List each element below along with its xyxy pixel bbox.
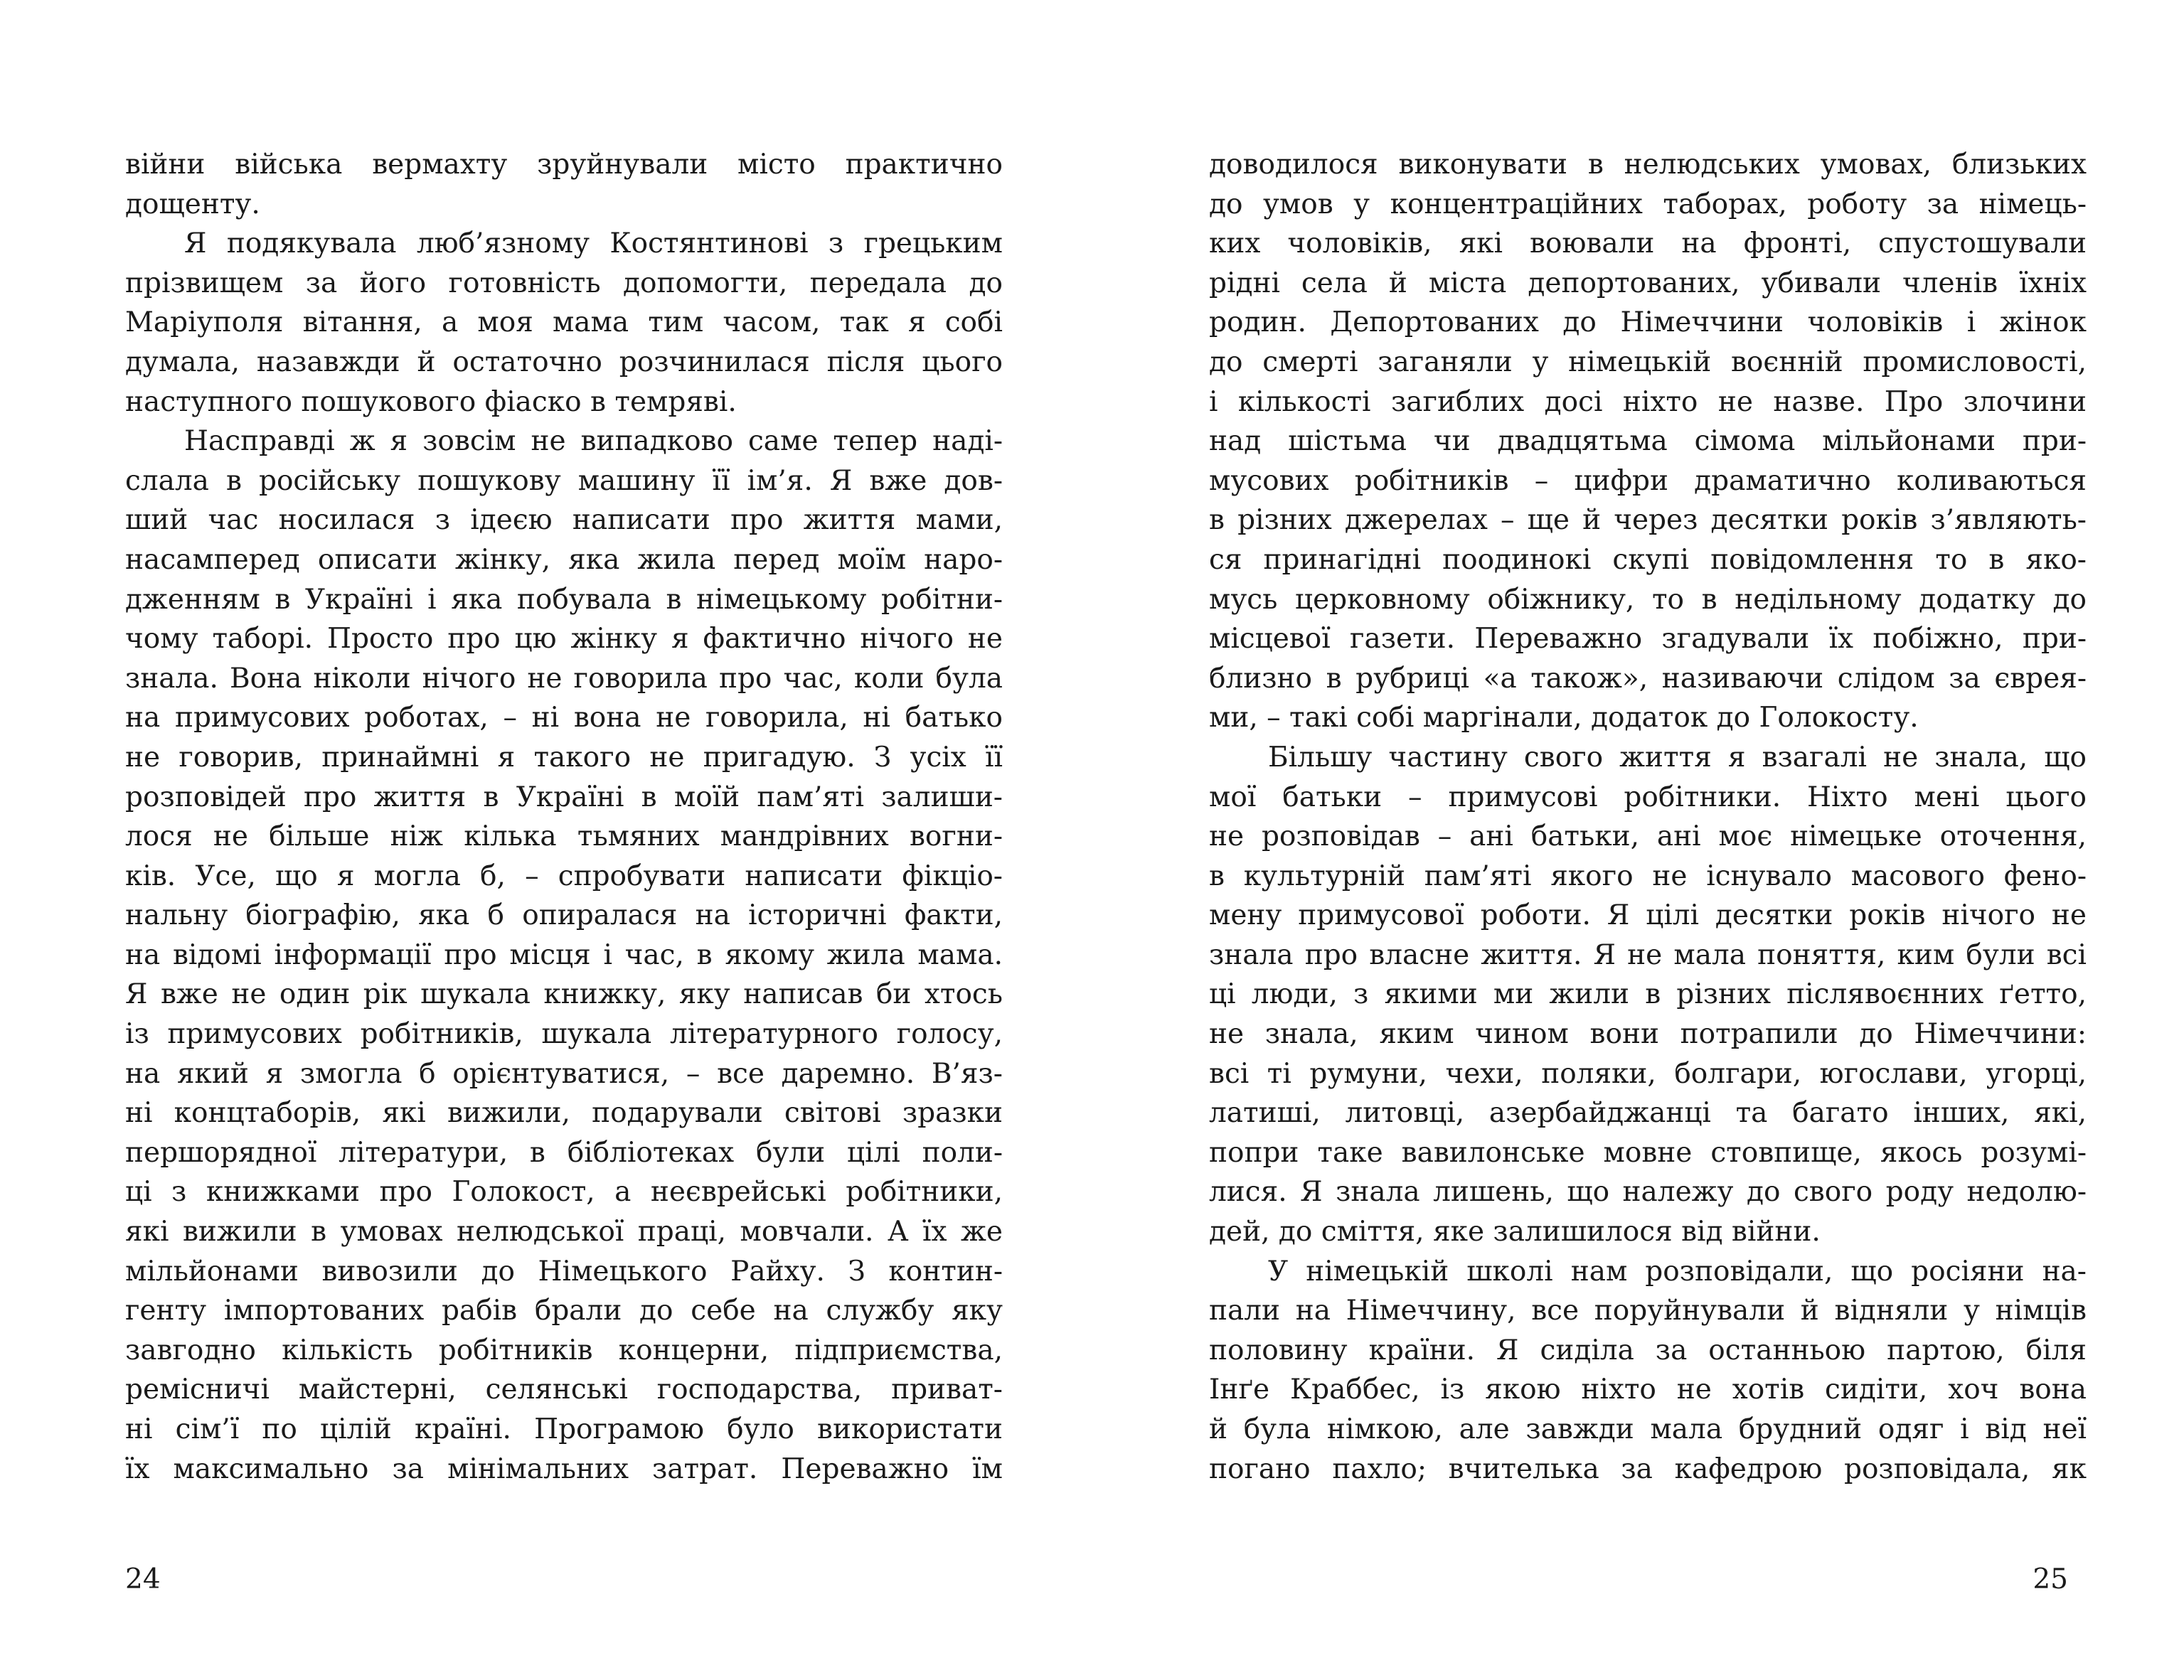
text-line: першорядної літератури, в бібліотеках були цілі поли- xyxy=(125,1136,1003,1169)
text-line: близно в рубриці «а також», називаючи слідом за єврея- xyxy=(1209,662,2087,695)
text-line: нальну біографію, яка б опиралася на історичні факти, xyxy=(125,899,1003,932)
text-line: У німецькій школі нам розповідали, що росіяни на- xyxy=(1268,1255,2087,1288)
text-line: рідні села й міста депортованих, убивали членів їхніх xyxy=(1209,267,2087,299)
text-line: лися. Я знала лишень, що належу до свого роду недолю- xyxy=(1209,1176,2087,1209)
text-line: мену примусової роботи. Я цілі десятки років нічого не xyxy=(1209,899,2087,932)
text-line: ремісничі майстерні, селянські господарства, приват- xyxy=(125,1374,1003,1406)
text-line: й була німкою, але завжди мала брудний одяг і від неї xyxy=(1209,1413,2087,1445)
text-line: до смерті заганяли у німецькій воєнній промисловості, xyxy=(1209,346,2087,378)
text-line: чому таборі. Просто про цю жінку я фактично нічого не xyxy=(125,623,1003,656)
text-line: ких чоловіків, які воювали на фронті, спустошували xyxy=(1209,228,2087,260)
text-line: думала, назавжди й остаточно розчинилася після цього xyxy=(125,346,1003,378)
text-line: попри таке вавилонське мовне стовпище, якось розумі- xyxy=(1209,1136,2087,1169)
text-line: на який я змогла б орієнтуватися, – все даремно. В’яз- xyxy=(125,1057,1003,1090)
text-line: не розповідав – ані батьки, ані моє німецьке оточення, xyxy=(1209,820,2087,853)
text-line: прізвищем за його готовність допомогти, передала до xyxy=(125,267,1003,299)
text-line: не говорив, принаймні я такого не пригадую. З усіх її xyxy=(125,741,1003,774)
text-line: погано пахло; вчителька за кафедрою розповідала, як xyxy=(1209,1452,2087,1485)
text-line: генту імпортованих рабів брали до себе на службу яку xyxy=(125,1295,1003,1327)
left-page-text xyxy=(125,145,1003,1489)
text-line: знала. Вона ніколи нічого не говорила про час, коли була xyxy=(125,662,1003,695)
text-line: завгодно кількість робітників концерни, підприємства, xyxy=(125,1334,1003,1366)
text-line: наступного пошукового фіаско в темряві. xyxy=(125,385,737,418)
right-page-text xyxy=(1209,145,2087,1489)
text-line: половину країни. Я сиділа за останньою партою, біля xyxy=(1209,1334,2087,1366)
text-line: слала в російську пошукову машину її ім’я. Я вже дов- xyxy=(125,464,1003,497)
text-line: всі ті румуни, чехи, поляки, болгари, югослави, угорці, xyxy=(1209,1057,2087,1090)
text-line: в культурній пам’яті якого не існувало масового фено- xyxy=(1209,860,2087,892)
text-line: ці з книжками про Голокост, а неєврейські робітники, xyxy=(125,1176,1003,1209)
text-line: лося не більше ніж кілька тьмяних мандрівних вогни- xyxy=(125,820,1003,853)
text-line: Більшу частину свого життя я взагалі не знала, що xyxy=(1268,741,2087,774)
text-line: ми, – такі собі маргінали, додаток до Голокосту. xyxy=(1209,702,1919,734)
text-line: не знала, яким чином вони потрапили до Німеччини: xyxy=(1209,1018,2087,1051)
text-line: ків. Усе, що я могла б, – спробувати написати фікціо- xyxy=(125,860,1003,892)
text-line: дженням в Україні і яка побувала в німецькому робітни- xyxy=(125,583,1003,616)
text-line: мусових робітників – цифри драматично коливаються xyxy=(1209,464,2087,497)
text-line: Маріуполя вітання, а моя мама тим часом, так я собі xyxy=(125,306,1003,339)
text-line: насамперед описати жінку, яка жила перед моїм наро- xyxy=(125,543,1003,576)
text-line: мусь церковному обіжнику, то в недільному додатку до xyxy=(1209,583,2087,616)
text-line: і кількості загиблих досі ніхто не назве. Про злочини xyxy=(1209,385,2087,418)
text-line: родин. Депортованих до Німеччини чоловіків і жінок xyxy=(1209,306,2087,339)
text-line: Я вже не один рік шукала книжку, яку написав би хтось xyxy=(125,978,1003,1011)
text-line: пали на Німеччину, все поруйнували й відняли у німців xyxy=(1209,1295,2087,1327)
text-line: ся принагідні поодинокі скупі повідомлення то в яко- xyxy=(1209,543,2087,576)
text-line: Я подякувала люб’язному Костянтинові з грецьким xyxy=(184,228,1003,260)
text-line: в різних джерелах – ще й через десятки років з’являють- xyxy=(1209,504,2087,537)
left-page-number: 24 xyxy=(125,1563,161,1595)
text-line: знала про власне життя. Я не мала поняття, ким були всі xyxy=(1209,938,2087,971)
text-line: розповідей про життя в Україні в моїй пам’яті залиши- xyxy=(125,781,1003,813)
right-page-number: 25 xyxy=(2033,1563,2068,1595)
text-line: на відомі інформації про місця і час, в якому жила мама. xyxy=(125,938,1003,971)
text-line: Інґе Краббес, із якою ніхто не хотів сидіти, хоч вона xyxy=(1209,1374,2087,1406)
text-line: із примусових робітників, шукала літературного голосу, xyxy=(125,1018,1003,1051)
text-line: які вижили в умовах нелюдської праці, мовчали. А їх же xyxy=(125,1216,1003,1248)
text-line: війни війська вермахту зруйнували місто практично xyxy=(125,149,1003,181)
text-line: їх максимально за мінімальних затрат. Переважно їм xyxy=(125,1452,1003,1485)
text-line: ні концтаборів, які вижили, подарували світові зразки xyxy=(125,1097,1003,1130)
text-line: латиші, литовці, азербайджанці та багато інших, які, xyxy=(1209,1097,2087,1130)
text-line: ні сім’ї по цілій країні. Програмою було використати xyxy=(125,1413,1003,1445)
text-line: над шістьма чи двадцятьма сімома мільйонами при- xyxy=(1209,425,2087,458)
text-line: дей, до сміття, яке залишилося від війни. xyxy=(1209,1216,1821,1248)
text-line: до умов у концентраційних таборах, роботу за німець- xyxy=(1209,188,2087,220)
text-line: на примусових роботах, – ні вона не говорила, ні батько xyxy=(125,702,1003,734)
text-line: місцевої газети. Переважно згадували їх побіжно, при- xyxy=(1209,623,2087,656)
text-line: доводилося виконувати в нелюдських умовах, близьких xyxy=(1209,149,2087,181)
text-line: Насправді ж я зовсім не випадково саме тепер наді- xyxy=(184,425,1003,458)
text-line: ший час носилася з ідеєю написати про життя мами, xyxy=(125,504,1003,537)
text-line: ці люди, з якими ми жили в різних післявоєнних ґетто, xyxy=(1209,978,2087,1011)
text-line: мільйонами вивозили до Німецького Райху. З контин- xyxy=(125,1255,1003,1288)
text-line: дощенту. xyxy=(125,188,260,220)
text-line: мої батьки – примусові робітники. Ніхто мені цього xyxy=(1209,781,2087,813)
